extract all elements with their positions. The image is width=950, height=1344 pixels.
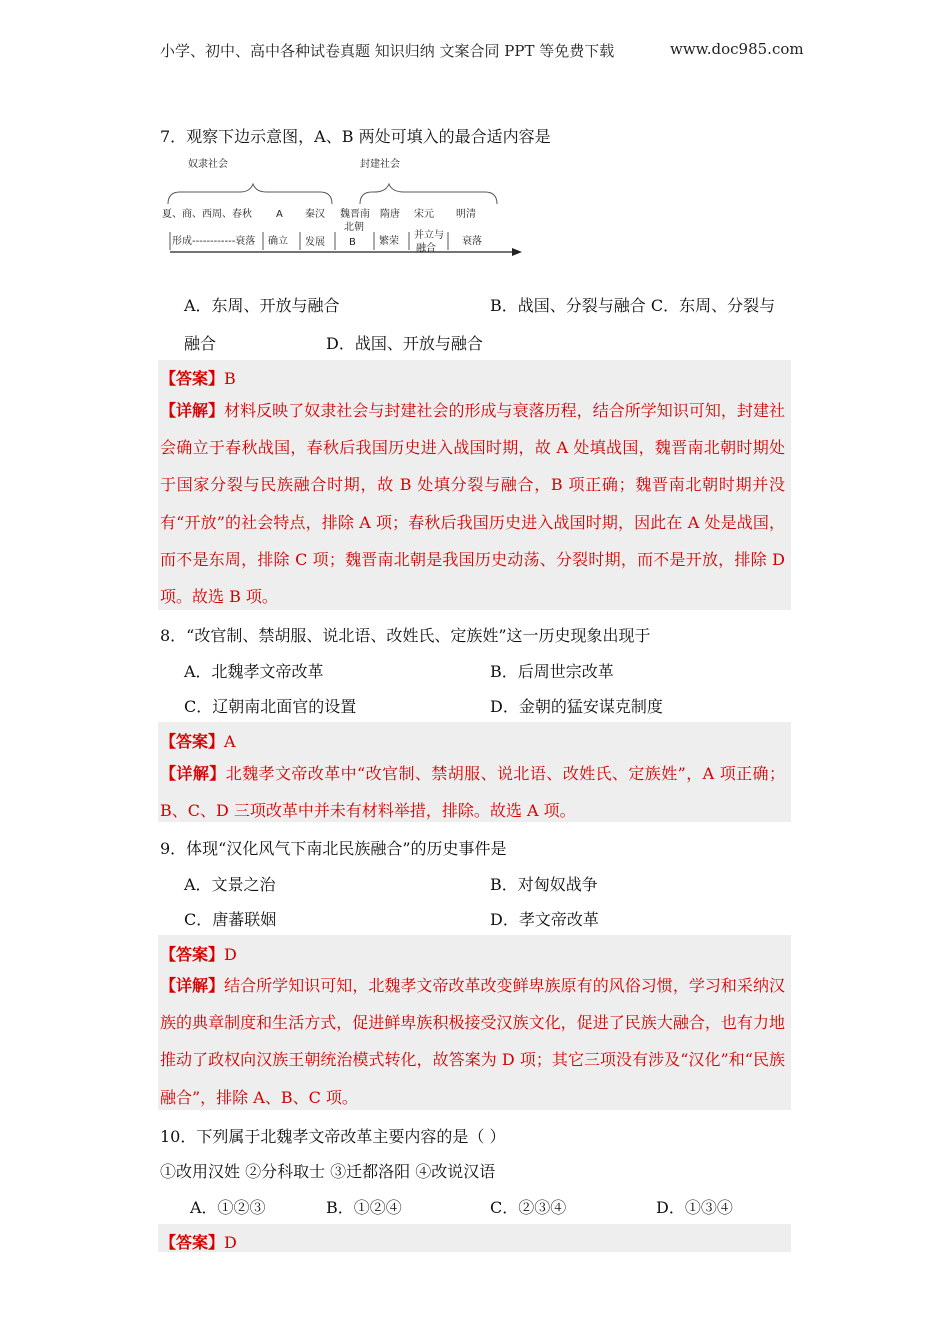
answer-label: 【答案】 <box>160 369 225 388</box>
q8-option-b[interactable]: B．后周世宗改革 <box>490 662 614 681</box>
period-4b: 北朝 <box>344 222 364 233</box>
detail-label: 【详解】 <box>160 976 225 995</box>
q8-detail <box>160 755 785 829</box>
label-slave-society: 奴隶社会 <box>188 159 228 170</box>
period-7: 明清 <box>456 209 476 220</box>
detail-text: 结合所学知识可知，北魏孝文帝改革改变鲜卑族原有的风俗习惯，学习和采纳汉族的典章制度和生活方式，促进鲜卑族积极接受汉族文化，促进了民族大融合，也有力地推动了政权向汉族王朝统治模式转化，故答案为 D 项；其它三项没有涉及“汉化”和“民族融合”，排除 A、B、C 项。 <box>160 976 785 1107</box>
stage-5: 繁荣 <box>379 236 399 247</box>
answer-value: D <box>224 1233 237 1252</box>
q7-option-c-cont: 融合 <box>184 334 217 353</box>
detail-label: 【详解】 <box>160 401 225 420</box>
q8-stem: 8．“改官制、禁胡服、说北语、改姓氏、定族姓”这一历史现象出现于 <box>160 626 651 645</box>
q8-option-a[interactable]: A．北魏孝文帝改革 <box>184 662 324 681</box>
answer-label: 【答案】 <box>160 945 225 964</box>
answer-value: D <box>224 945 237 964</box>
q10-option-c[interactable]: C．②③④ <box>490 1198 567 1217</box>
answer-value: A <box>224 732 236 751</box>
q7-answer <box>160 366 236 389</box>
stage-7: 衰落 <box>462 236 482 247</box>
q9-stem: 9．体现“汉化风气下南北民族融合”的历史事件是 <box>160 839 507 858</box>
q7-option-a[interactable]: A．东周、开放与融合 <box>184 296 340 315</box>
q8-option-d[interactable]: D．金朝的猛安谋克制度 <box>490 697 663 716</box>
q9-detail <box>160 967 785 1116</box>
q9-answer <box>160 942 237 965</box>
stage-6b: 融合 <box>416 243 436 254</box>
q7-stem: 7．观察下边示意图，A、B 两处可填入的最合适内容是 <box>160 127 551 146</box>
q7-option-b-c[interactable]: B．战国、分裂与融合 C．东周、分裂与 <box>490 296 776 315</box>
answer-value: B <box>224 369 236 388</box>
q10-stem: 10．下列属于北魏孝文帝改革主要内容的是（ ） <box>160 1127 506 1146</box>
stage-1: 形成------------衰落 <box>172 236 256 247</box>
period-3: 秦汉 <box>305 209 325 220</box>
q10-option-b[interactable]: B．①②④ <box>326 1198 402 1217</box>
detail-label: 【详解】 <box>160 764 226 783</box>
header-url[interactable]: www.doc985.com <box>670 40 804 58</box>
q7-diagram <box>160 150 530 262</box>
q9-option-a[interactable]: A．文景之治 <box>184 875 276 894</box>
detail-text: 材料反映了奴隶社会与封建社会的形成与衰落历程，结合所学知识可知，封建社会确立于春秋战国，春秋后我国历史进入战国时期，故 A 处填战国，魏晋南北朝时期处于国家分裂与民族融合时期，故 B 处填分裂与融合，B 项正确；魏晋南北朝时期并没有“开放”的社会特点，排除 A 项；春秋后我国历史进入战国时期，因此在 A 处是战国，而不是东周，排除 C 项；魏晋南北朝是我国历史动荡、分裂时期，而不是开放，排除 D 项。故选 B 项。 <box>160 401 785 607</box>
stage-6a: 并立与 <box>414 230 444 241</box>
period-6: 宋元 <box>414 209 434 220</box>
page-header <box>160 40 804 61</box>
q8-option-c[interactable]: C．辽朝南北面官的设置 <box>184 697 357 716</box>
q7-option-d[interactable]: D．战国、开放与融合 <box>326 334 483 353</box>
q10-option-d[interactable]: D．①③④ <box>656 1198 733 1217</box>
q9-option-c[interactable]: C．唐蕃联姻 <box>184 910 277 929</box>
q10-option-a[interactable]: A．①②③ <box>190 1198 266 1217</box>
answer-label: 【答案】 <box>160 1233 225 1252</box>
q10-answer-box <box>158 1224 791 1252</box>
q10-answer <box>160 1230 237 1253</box>
q8-answer <box>160 729 236 752</box>
q10-items: ①改用汉姓 ②分科取士 ③迁都洛阳 ④改说汉语 <box>160 1162 496 1181</box>
header-text: 小学、初中、高中各种试卷真题 知识归纳 文案合同 PPT 等免费下载 <box>160 42 615 60</box>
period-1: 夏、商、西周、春秋 <box>162 209 252 220</box>
q9-option-b[interactable]: B．对匈奴战争 <box>490 875 598 894</box>
q9-option-d[interactable]: D．孝文帝改革 <box>490 910 599 929</box>
period-4a: 魏晋南 <box>340 209 370 220</box>
detail-text: 北魏孝文帝改革中“改官制、禁胡服、说北语、改姓氏、定族姓”，A 项正确；B、C、D 三项改革中并未有材料举措，排除。故选 A 项。 <box>160 764 785 821</box>
q7-detail <box>160 392 785 615</box>
answer-label: 【答案】 <box>160 732 225 751</box>
period-2: A <box>276 209 283 220</box>
stage-4: B <box>349 237 356 248</box>
label-feudal-society: 封建社会 <box>360 159 400 170</box>
stage-2: 确立 <box>268 236 288 247</box>
period-5: 隋唐 <box>380 209 400 220</box>
stage-3: 发展 <box>305 237 325 248</box>
